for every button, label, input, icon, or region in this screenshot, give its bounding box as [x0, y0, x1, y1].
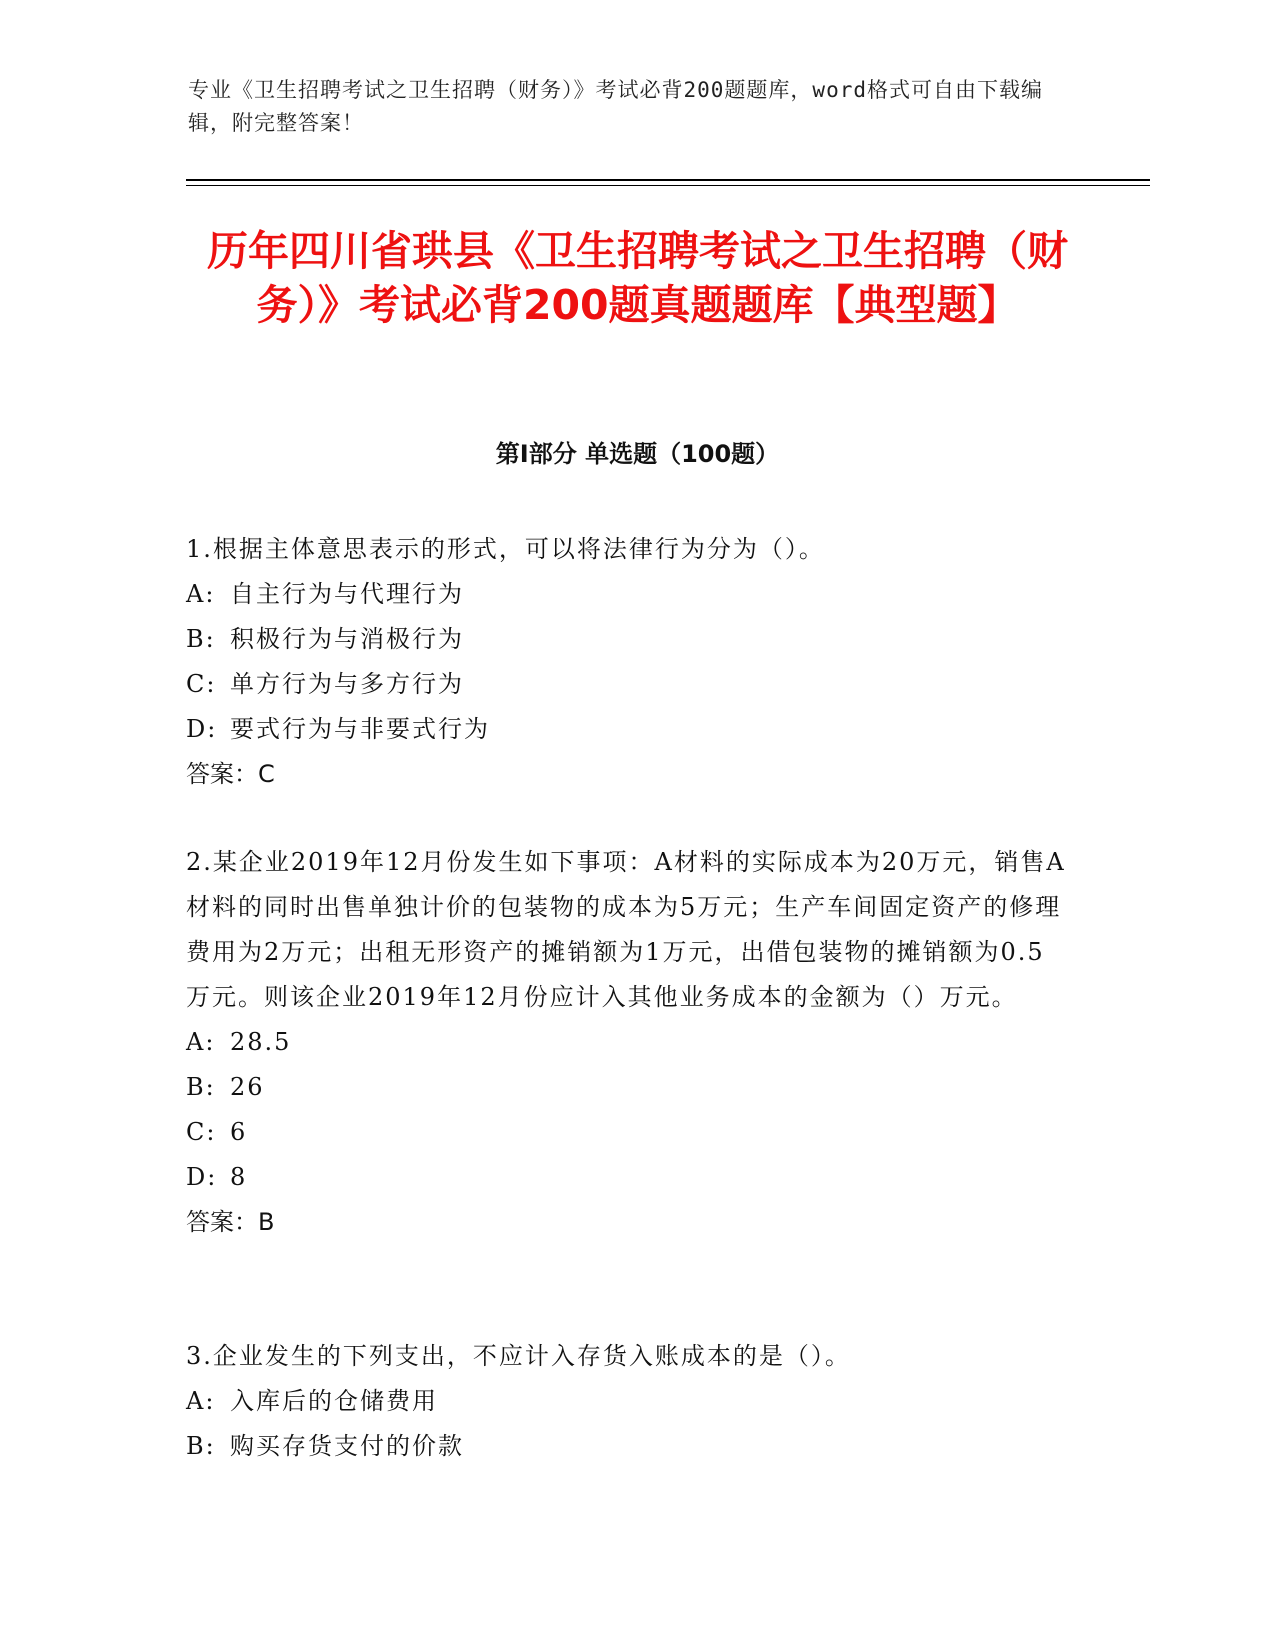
option-c — [186, 1110, 1066, 1155]
option-d — [186, 707, 1066, 752]
option-a — [186, 1379, 1066, 1424]
option-text: 入库后的仓储费用 — [230, 1387, 438, 1415]
option-d — [186, 1155, 1066, 1200]
option-a — [186, 1020, 1066, 1065]
option-letter: C: — [186, 1118, 217, 1146]
question-stem: 2.某企业2019年12月份发生如下事项：A材料的实际成本为20万元，销售A材料的同时出售单独计价的包装物的成本为5万元；生产车间固定资产的修理费用为2万元；出租无形资产的摊销额为1万元，出借包装物的摊销额为0.5万元。则该企业2019年12月份应计入其他业务成本的金额为（）万元。 — [186, 848, 1066, 1011]
option-letter: C: — [186, 670, 217, 698]
option-letter: A: — [186, 1387, 216, 1415]
option-text: 自主行为与代理行为 — [230, 580, 464, 608]
option-text: 8 — [230, 1163, 248, 1191]
option-text: 要式行为与非要式行为 — [230, 715, 490, 743]
answer-text: 答案：B — [186, 1208, 275, 1236]
question-1 — [186, 527, 1066, 797]
question-stem: 3.企业发生的下列支出，不应计入存货入账成本的是（）。 — [186, 1342, 851, 1370]
option-text: 购买存货支付的价款 — [230, 1432, 464, 1460]
option-text: 单方行为与多方行为 — [230, 670, 464, 698]
option-b — [186, 1065, 1066, 1110]
header-intro-text: 专业《卫生招聘考试之卫生招聘（财务）》考试必背200题题库，word格式可自由下载编辑，附完整答案！ — [188, 78, 1043, 135]
header-divider-thin — [186, 185, 1150, 186]
option-b — [186, 617, 1066, 662]
option-letter: B: — [186, 1073, 216, 1101]
option-letter: B: — [186, 625, 216, 653]
question-stem: 1.根据主体意思表示的形式，可以将法律行为分为（）。 — [186, 535, 825, 563]
option-letter: D: — [186, 1163, 218, 1191]
option-letter: B: — [186, 1432, 216, 1460]
option-a — [186, 572, 1066, 617]
option-c — [186, 662, 1066, 707]
option-letter: D: — [186, 715, 218, 743]
question-2 — [186, 840, 1066, 1245]
option-text: 积极行为与消极行为 — [230, 625, 464, 653]
answer-text: 答案：C — [186, 760, 275, 788]
header-divider-thick — [186, 179, 1150, 181]
question-3 — [186, 1334, 1066, 1469]
option-text: 28.5 — [230, 1028, 292, 1056]
option-letter: A: — [186, 580, 216, 608]
document-title: 历年四川省珙县《卫生招聘考试之卫生招聘（财务）》考试必背200题真题题库【典型题】 — [207, 227, 1068, 329]
option-b — [186, 1424, 1066, 1469]
option-text: 26 — [230, 1073, 265, 1101]
option-text: 6 — [230, 1118, 248, 1146]
option-letter: A: — [186, 1028, 216, 1056]
section-title: 第I部分 单选题（100题） — [495, 440, 780, 468]
